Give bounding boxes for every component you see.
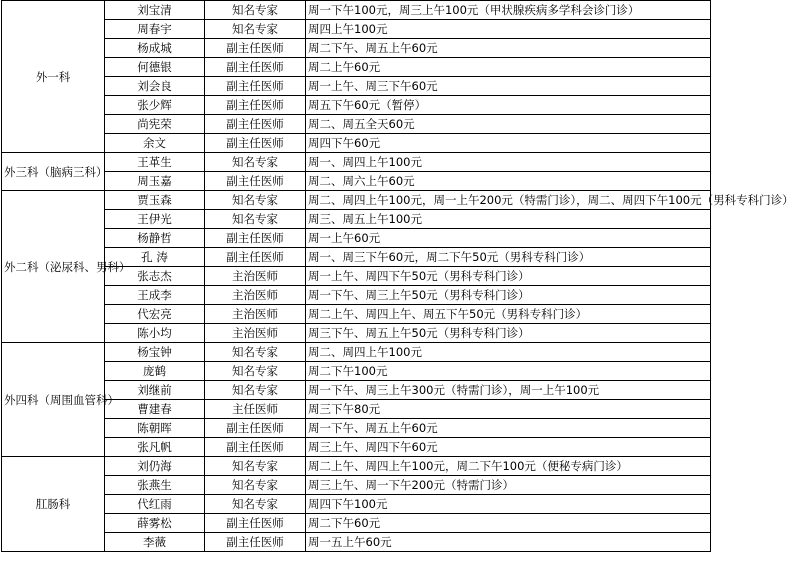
doctor-name-cell: 刘会良 — [105, 77, 205, 96]
table-row — [2, 134, 711, 153]
table-row — [2, 229, 711, 248]
schedule-cell: 周一、周四上午100元 — [306, 153, 711, 172]
table-row — [2, 495, 711, 514]
schedule-cell: 周三下午、周五上午50元（男科专科门诊） — [306, 324, 711, 343]
schedule-cell: 周二上午60元 — [306, 58, 711, 77]
doctor-name-cell: 杨宝钟 — [105, 343, 205, 362]
schedule-cell: 周一上午、周四下午50元（男科专科门诊） — [306, 267, 711, 286]
table-row — [2, 191, 711, 210]
doctor-title-cell: 副主任医师 — [205, 419, 306, 438]
table-row — [2, 1, 711, 20]
doctor-name-cell: 薛雾松 — [105, 514, 205, 533]
doctor-name-cell: 刘宝清 — [105, 1, 205, 20]
schedule-cell: 周一下午、周三上午50元（男科专科门诊） — [306, 286, 711, 305]
doctor-title-cell: 主治医师 — [205, 324, 306, 343]
table-row — [2, 115, 711, 134]
doctor-name-cell: 张少辉 — [105, 96, 205, 115]
doctor-title-cell: 副主任医师 — [205, 229, 306, 248]
table-row — [2, 153, 711, 172]
doctor-name-cell: 刘继前 — [105, 381, 205, 400]
table-row — [2, 58, 711, 77]
doctor-title-cell: 副主任医师 — [205, 115, 306, 134]
schedule-cell: 周四下午100元 — [306, 495, 711, 514]
table-row — [2, 210, 711, 229]
doctor-title-cell: 主治医师 — [205, 286, 306, 305]
doctor-name-cell: 李薇 — [105, 533, 205, 552]
doctor-title-cell: 主任医师 — [205, 400, 306, 419]
doctor-title-cell: 副主任医师 — [205, 533, 306, 552]
doctor-title-cell: 知名专家 — [205, 191, 306, 210]
doctor-title-cell: 知名专家 — [205, 476, 306, 495]
doctor-name-cell: 周春宇 — [105, 20, 205, 39]
schedule-cell: 周三上午、周四下午60元 — [306, 438, 711, 457]
department-cell: 外四科（周围血管科） — [2, 343, 105, 457]
doctor-title-cell: 副主任医师 — [205, 514, 306, 533]
doctor-name-cell: 张燕生 — [105, 476, 205, 495]
schedule-cell: 周一下午、周三上午300元（特需门诊），周一上午100元 — [306, 381, 711, 400]
schedule-cell: 周二上午、周四上午100元，周二下午100元（便秘专病门诊） — [306, 457, 711, 476]
doctor-name-cell: 代宏亮 — [105, 305, 205, 324]
schedule-cell: 周二、周六上午60元 — [306, 172, 711, 191]
schedule-cell: 周三下午80元 — [306, 400, 711, 419]
doctor-title-cell: 知名专家 — [205, 343, 306, 362]
doctor-name-cell: 陈朝晖 — [105, 419, 205, 438]
doctor-title-cell: 知名专家 — [205, 495, 306, 514]
table-row — [2, 305, 711, 324]
schedule-cell: 周一上午、周三下午60元 — [306, 77, 711, 96]
doctor-title-cell: 副主任医师 — [205, 58, 306, 77]
department-cell: 外一科 — [2, 1, 105, 153]
department-cell: 肛肠科 — [2, 457, 105, 552]
schedule-cell: 周一五上午60元 — [306, 533, 711, 552]
schedule-cell: 周一下午100元，周三上午100元（甲状腺疾病多学科会诊门诊） — [306, 1, 711, 20]
table-row — [2, 514, 711, 533]
doctor-name-cell: 王革生 — [105, 153, 205, 172]
table-row — [2, 476, 711, 495]
schedule-cell: 周二下午100元 — [306, 362, 711, 381]
doctor-title-cell: 知名专家 — [205, 362, 306, 381]
schedule-cell: 周三上午、周一下午200元（特需门诊） — [306, 476, 711, 495]
doctor-title-cell: 知名专家 — [205, 210, 306, 229]
table-row — [2, 172, 711, 191]
doctor-name-cell: 张凡帆 — [105, 438, 205, 457]
doctor-title-cell: 副主任医师 — [205, 248, 306, 267]
doctor-name-cell: 陈小均 — [105, 324, 205, 343]
doctor-title-cell: 副主任医师 — [205, 172, 306, 191]
doctor-name-cell: 曹建春 — [105, 400, 205, 419]
schedule-cell: 周二、周四上午100元，周一上午200元（特需门诊），周二、周四下午100元（男科专科门诊） — [306, 191, 711, 210]
department-cell: 外二科（泌尿科、男科） — [2, 191, 105, 343]
schedule-cell: 周一下午、周五上午60元 — [306, 419, 711, 438]
doctor-name-cell: 贾玉森 — [105, 191, 205, 210]
table-row — [2, 20, 711, 39]
schedule-cell: 周二下午、周五上午60元 — [306, 39, 711, 58]
doctor-title-cell: 主治医师 — [205, 305, 306, 324]
doctor-name-cell: 余文 — [105, 134, 205, 153]
table-row — [2, 96, 711, 115]
doctor-name-cell: 尚宪荣 — [105, 115, 205, 134]
schedule-cell: 周二、周四上午100元 — [306, 343, 711, 362]
doctor-name-cell: 刘仍海 — [105, 457, 205, 476]
doctor-title-cell: 副主任医师 — [205, 77, 306, 96]
table-row — [2, 438, 711, 457]
doctor-title-cell: 主治医师 — [205, 267, 306, 286]
table-row — [2, 286, 711, 305]
schedule-table-body — [2, 1, 794, 552]
doctor-name-cell: 庞鹤 — [105, 362, 205, 381]
doctor-title-cell: 知名专家 — [205, 381, 306, 400]
table-row — [2, 324, 711, 343]
doctor-title-cell: 知名专家 — [205, 20, 306, 39]
schedule-cell: 周二、周五全天60元 — [306, 115, 711, 134]
doctor-name-cell: 孔 涛 — [105, 248, 205, 267]
table-row — [2, 77, 711, 96]
doctor-title-cell: 副主任医师 — [205, 39, 306, 58]
doctor-name-cell: 代红雨 — [105, 495, 205, 514]
schedule-cell: 周一、周三下午60元，周二下午50元（男科专科门诊） — [306, 248, 711, 267]
doctor-name-cell: 杨静哲 — [105, 229, 205, 248]
schedule-cell: 周五下午60元（暂停） — [306, 96, 711, 115]
schedule-cell: 周一上午60元 — [306, 229, 711, 248]
doctor-title-cell: 副主任医师 — [205, 134, 306, 153]
doctor-title-cell: 副主任医师 — [205, 96, 306, 115]
schedule-cell: 周二下午60元 — [306, 514, 711, 533]
schedule-cell: 周四上午100元 — [306, 20, 711, 39]
department-cell: 外三科（脑病三科） — [2, 153, 105, 191]
doctor-title-cell: 知名专家 — [205, 153, 306, 172]
table-row — [2, 343, 711, 362]
table-row — [2, 419, 711, 438]
doctor-name-cell: 王成李 — [105, 286, 205, 305]
doctor-name-cell: 王伊光 — [105, 210, 205, 229]
schedule-table — [1, 0, 794, 552]
doctor-title-cell: 副主任医师 — [205, 438, 306, 457]
doctor-name-cell: 张志杰 — [105, 267, 205, 286]
table-row — [2, 533, 711, 552]
table-row — [2, 457, 711, 476]
schedule-cell: 周三、周五上午100元 — [306, 210, 711, 229]
schedule-cell: 周四下午60元 — [306, 134, 711, 153]
doctor-title-cell: 知名专家 — [205, 1, 306, 20]
doctor-title-cell: 知名专家 — [205, 457, 306, 476]
table-row — [2, 39, 711, 58]
doctor-name-cell: 何德银 — [105, 58, 205, 77]
schedule-cell: 周二上午、周四上午、周五下午50元（男科专科门诊） — [306, 305, 711, 324]
doctor-name-cell: 杨成城 — [105, 39, 205, 58]
table-row — [2, 362, 711, 381]
doctor-name-cell: 周玉嘉 — [105, 172, 205, 191]
